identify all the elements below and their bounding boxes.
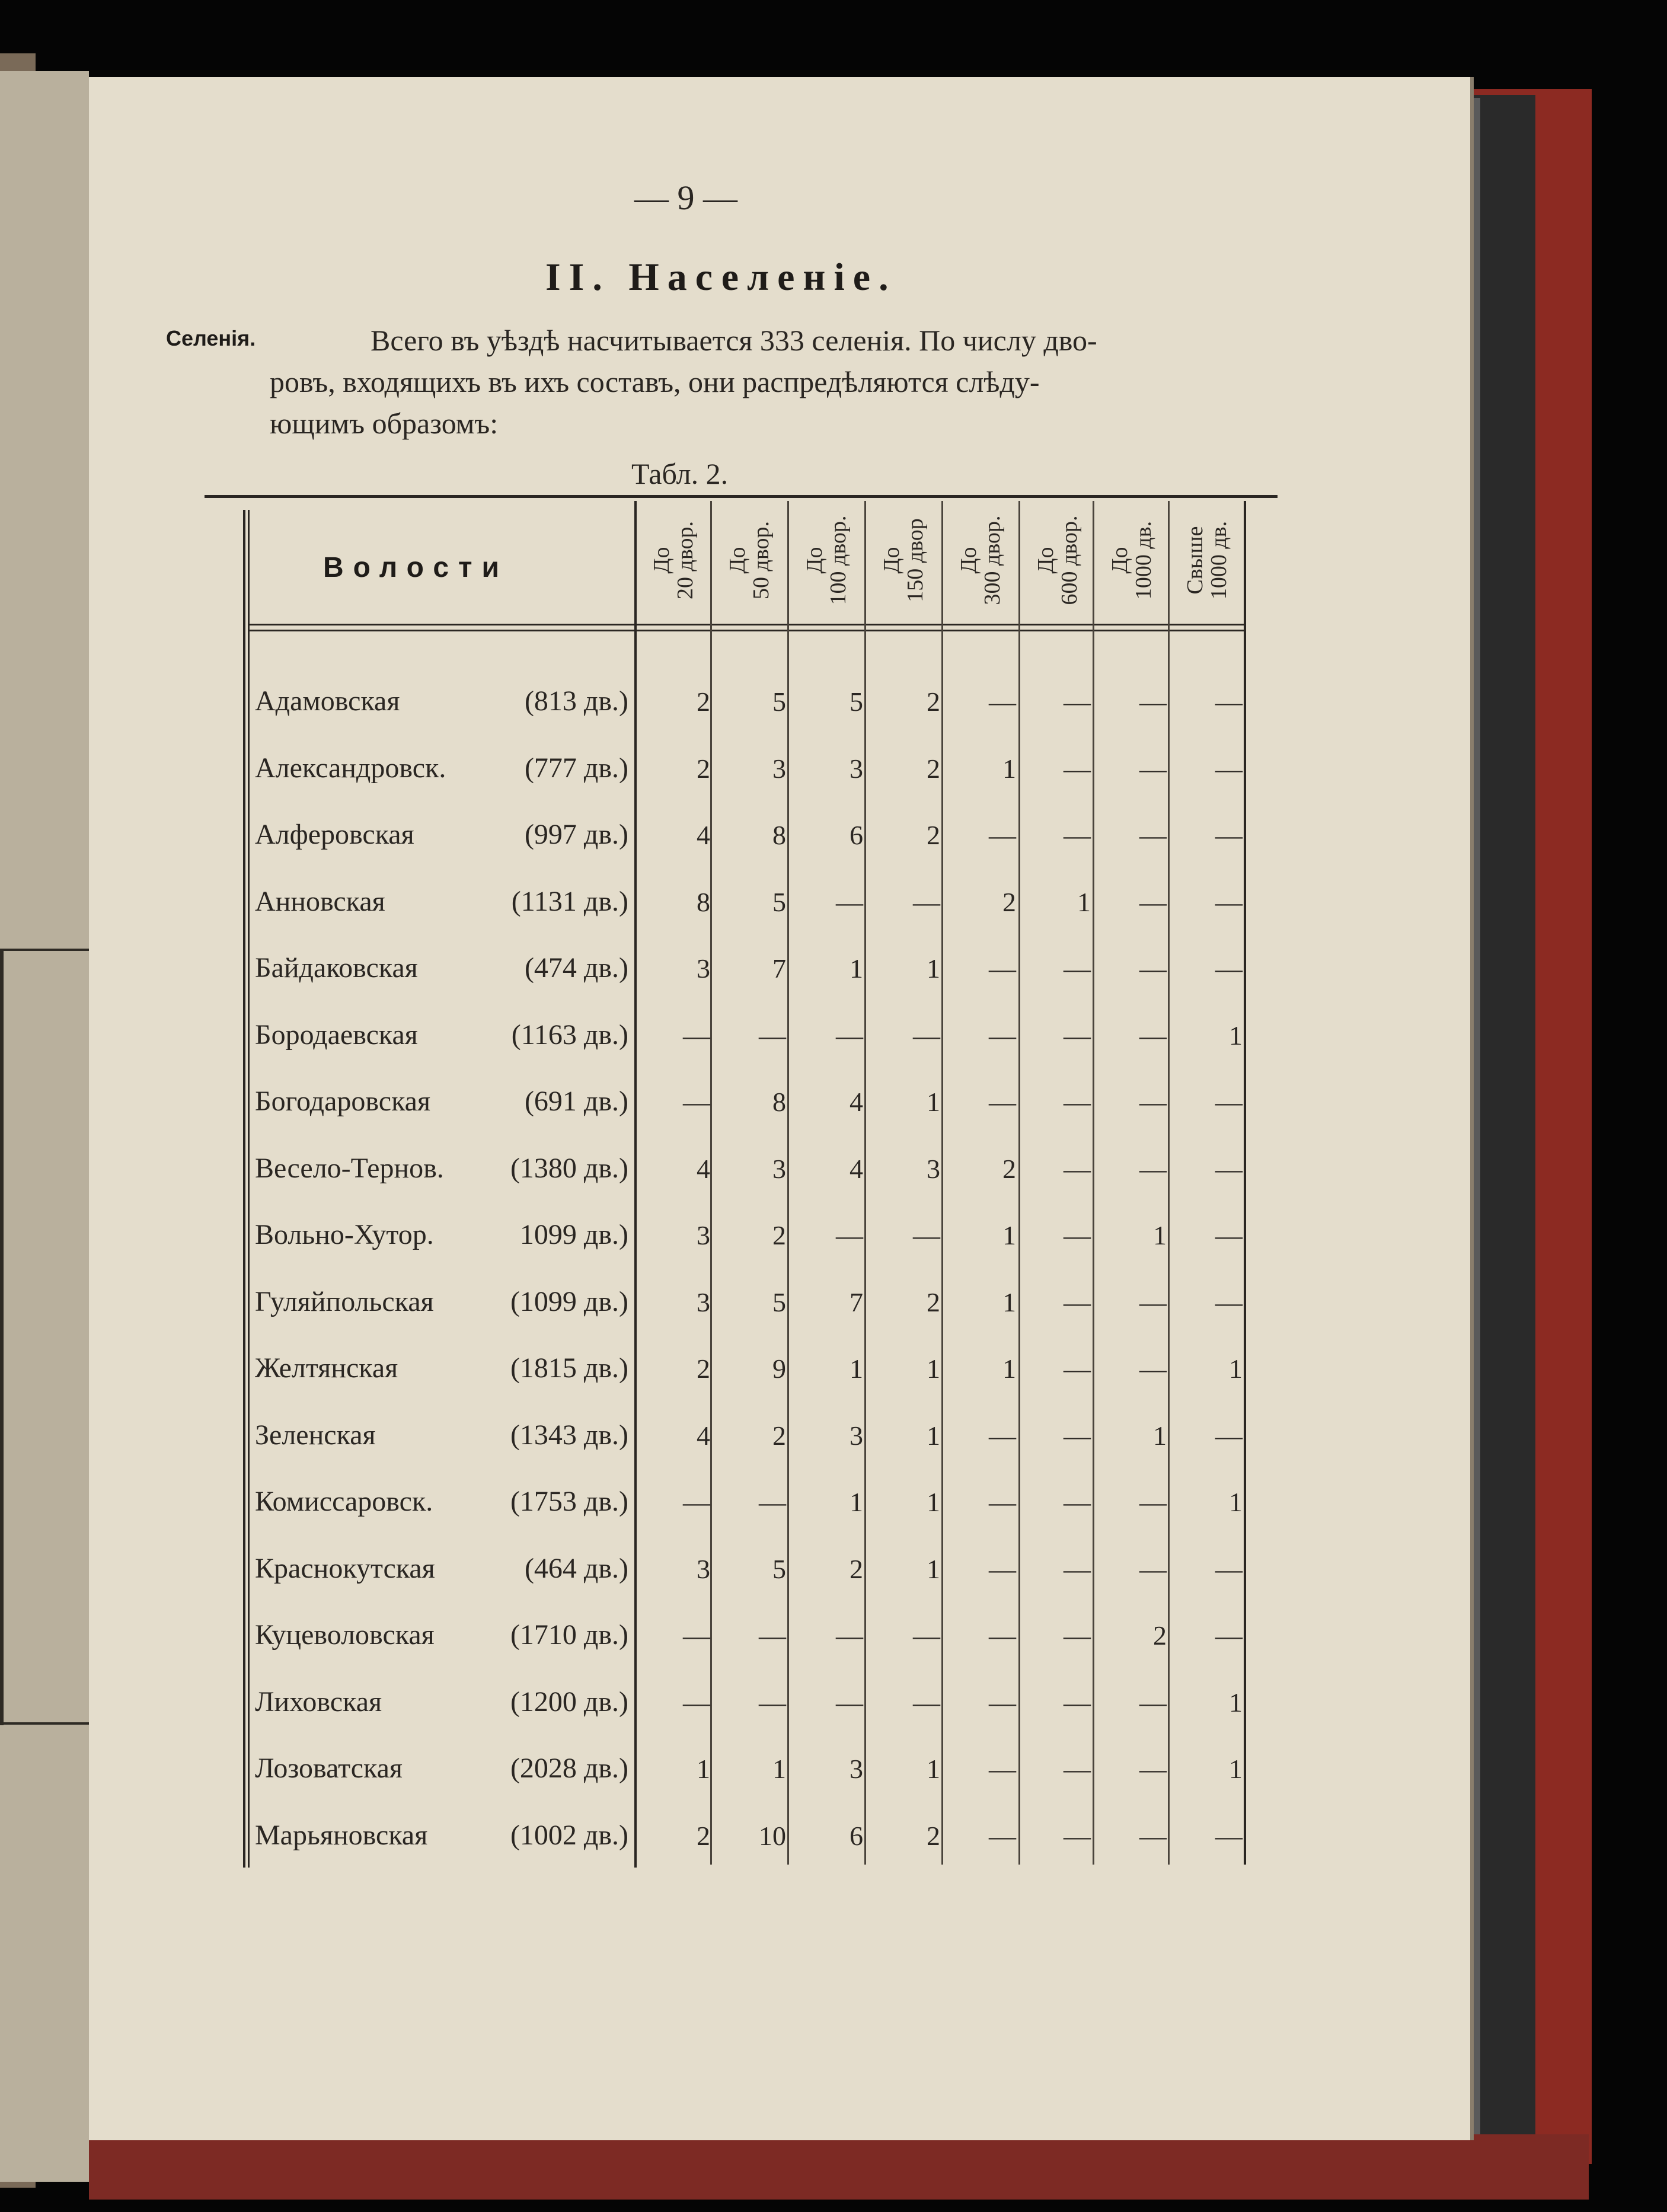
row-volost-name: Гуляйпольская xyxy=(255,1285,434,1317)
table-cell: 5 xyxy=(772,1287,786,1317)
table-cell: 3 xyxy=(772,1153,786,1184)
column-header-600 xyxy=(1020,501,1094,620)
table-cell: — xyxy=(1139,820,1167,850)
row-volost-name: Вольно-Хутор. xyxy=(255,1219,434,1250)
table-cell: — xyxy=(1064,1087,1091,1117)
table-cell: — xyxy=(1064,953,1091,984)
row-volost-name: Желтянская xyxy=(255,1352,398,1384)
table-cell: — xyxy=(1215,886,1243,917)
table-cell: 4 xyxy=(697,820,710,850)
table-cell: — xyxy=(1064,1153,1091,1184)
table-cell: 2 xyxy=(927,687,940,717)
table-cell: — xyxy=(1215,1220,1243,1250)
table-cell: — xyxy=(759,1687,786,1718)
column-header-volosti: Волости xyxy=(323,552,509,583)
table-cell: — xyxy=(1064,1220,1091,1250)
table-cell: 3 xyxy=(850,1754,863,1784)
column-header-line: 300 двор. xyxy=(979,515,1005,605)
row-volost-name: Лозоватская xyxy=(255,1753,403,1784)
table-name-col-border xyxy=(634,501,637,1868)
row-households: (813 дв.) xyxy=(524,685,628,717)
row-volost-name: Александровск. xyxy=(255,752,446,784)
table-cell: — xyxy=(989,1620,1016,1651)
column-header-line: До xyxy=(724,547,750,574)
table-cell: — xyxy=(1215,1153,1243,1184)
table-cell: — xyxy=(913,1620,940,1651)
table-header-rule-2 xyxy=(249,630,1245,631)
row-households: (1163 дв.) xyxy=(511,1019,628,1051)
table-cell: 1 xyxy=(772,1754,786,1784)
table-cell: 10 xyxy=(759,1820,786,1851)
column-header-20 xyxy=(636,501,710,620)
table-cell: — xyxy=(1139,1020,1167,1051)
table-cell: 1 xyxy=(1153,1420,1167,1451)
table-cell: 2 xyxy=(927,753,940,784)
table-cell: 1 xyxy=(850,1354,863,1384)
table-cell: — xyxy=(836,1020,863,1051)
table-cell: — xyxy=(683,1487,710,1517)
column-header-line: До xyxy=(1107,547,1132,574)
table-cell: 1 xyxy=(927,953,940,984)
table-label: Табл. 2. xyxy=(631,457,729,490)
table-cell: 3 xyxy=(697,1220,710,1250)
table-cell: 1 xyxy=(1229,1354,1243,1384)
table-cell: — xyxy=(836,886,863,917)
table-cell: — xyxy=(1139,1354,1167,1384)
table-cell: 5 xyxy=(850,687,863,717)
table-cell: — xyxy=(1139,1153,1167,1184)
table-cell: 1 xyxy=(927,1420,940,1451)
table-cell: 4 xyxy=(850,1087,863,1117)
col-separator xyxy=(787,501,789,1865)
table-cell: — xyxy=(1064,753,1091,784)
table-cell: — xyxy=(913,1020,940,1051)
table-cell: 1 xyxy=(1002,753,1016,784)
table-cell: — xyxy=(1139,886,1167,917)
col-separator xyxy=(941,501,943,1865)
table-left-border-inner xyxy=(248,510,250,1868)
table-cell: — xyxy=(1064,1487,1091,1517)
row-households: (1815 дв.) xyxy=(510,1352,628,1384)
left-page-rule xyxy=(0,949,89,951)
table-cell: — xyxy=(683,1020,710,1051)
table-cell: 1 xyxy=(1153,1220,1167,1250)
table-cell: — xyxy=(989,1087,1016,1117)
column-header-line: До xyxy=(956,547,981,574)
table-cell: 5 xyxy=(772,687,786,717)
column-header-1000 xyxy=(1094,501,1168,620)
table-cell: 3 xyxy=(697,1553,710,1584)
table-cell: — xyxy=(1064,1754,1091,1784)
column-header-150 xyxy=(866,501,940,620)
table-cell: — xyxy=(759,1020,786,1051)
table-cell: 2 xyxy=(927,820,940,850)
table-cell: 3 xyxy=(772,753,786,784)
table-cell: — xyxy=(1215,1420,1243,1451)
left-page-vrule xyxy=(0,949,4,1725)
row-volost-name: Байдаковская xyxy=(255,952,418,984)
table-cell: 2 xyxy=(697,1820,710,1851)
table-cell: 5 xyxy=(772,886,786,917)
row-volost-name: Алферовская xyxy=(255,819,414,850)
table-cell: — xyxy=(1064,687,1091,717)
table-cell: — xyxy=(1215,953,1243,984)
column-header-line: 20 двор. xyxy=(672,521,698,600)
row-volost-name: Весело-Тернов. xyxy=(255,1152,444,1184)
table-cell: 4 xyxy=(850,1153,863,1184)
table-cell: — xyxy=(913,886,940,917)
section-title: II. Населеніе. xyxy=(545,256,897,299)
table-cell: 2 xyxy=(1153,1620,1167,1651)
table-cell: — xyxy=(989,1420,1016,1451)
row-volost-name: Бородаевская xyxy=(255,1019,418,1051)
table-cell: 5 xyxy=(772,1553,786,1584)
row-volost-name: Анновская xyxy=(255,885,385,917)
row-households: (997 дв.) xyxy=(524,819,628,850)
table-cell: 3 xyxy=(850,1420,863,1451)
page-number: — 9 — xyxy=(634,178,737,217)
row-households: (1710 дв.) xyxy=(510,1619,628,1651)
table-cell: 7 xyxy=(772,953,786,984)
row-volost-name: Зеленская xyxy=(255,1419,376,1451)
table-cell: 1 xyxy=(1002,1287,1016,1317)
row-volost-name: Богодаровская xyxy=(255,1086,431,1117)
table-cell: 1 xyxy=(1229,1487,1243,1517)
column-header-line: 1000 дв. xyxy=(1131,521,1156,600)
table-cell: 4 xyxy=(697,1153,710,1184)
table-cell: 3 xyxy=(850,753,863,784)
table-cell: — xyxy=(1215,687,1243,717)
table-cell: 2 xyxy=(697,753,710,784)
table-cell: — xyxy=(1215,820,1243,850)
table-cell: 1 xyxy=(927,1754,940,1784)
table-cell: — xyxy=(989,953,1016,984)
column-header-over-1000 xyxy=(1170,501,1244,620)
table-cell: 6 xyxy=(850,1820,863,1851)
table-cell: — xyxy=(1215,1820,1243,1851)
row-volost-name: Адамовская xyxy=(255,685,400,717)
table-cell: 1 xyxy=(850,953,863,984)
table-cell: 8 xyxy=(772,820,786,850)
table-cell: — xyxy=(913,1687,940,1718)
table-left-border xyxy=(243,510,245,1868)
table-cell: 3 xyxy=(697,1287,710,1317)
table-cell: — xyxy=(1064,1553,1091,1584)
table-cell: 1 xyxy=(697,1754,710,1784)
row-households: 1099 дв.) xyxy=(519,1219,628,1250)
table-cell: — xyxy=(989,1020,1016,1051)
paragraph-line-3: ющимъ образомъ: xyxy=(270,407,499,440)
table-header-rule-1 xyxy=(249,624,1245,625)
table-cell: — xyxy=(1064,1287,1091,1317)
row-volost-name: Краснокутская xyxy=(255,1552,435,1584)
table-cell: — xyxy=(1064,1020,1091,1051)
table-cell: 1 xyxy=(927,1487,940,1517)
table-cell: 9 xyxy=(772,1354,786,1384)
row-volost-name: Лиховская xyxy=(255,1686,382,1718)
row-volost-name: Комиссаровск. xyxy=(255,1486,433,1517)
table-cell: 3 xyxy=(927,1153,940,1184)
row-households: (2028 дв.) xyxy=(510,1753,628,1784)
paragraph-line-2: ровъ, входящихъ въ ихъ составъ, они распредѣляются слѣду- xyxy=(270,365,1040,398)
row-households: (464 дв.) xyxy=(524,1552,628,1584)
table-cell: 1 xyxy=(1229,1020,1243,1051)
column-header-line: До xyxy=(801,547,827,574)
table-cell: 2 xyxy=(927,1287,940,1317)
page-block-edge-line xyxy=(1473,98,1480,2149)
col-separator xyxy=(1168,501,1170,1865)
table-cell: — xyxy=(683,1620,710,1651)
table-cell: — xyxy=(913,1220,940,1250)
column-header-line: Свыше xyxy=(1182,526,1208,595)
col-separator xyxy=(1018,501,1020,1865)
left-page-rule xyxy=(0,1722,89,1725)
table-cell: 2 xyxy=(1002,886,1016,917)
table-cell: 2 xyxy=(772,1420,786,1451)
table-cell: — xyxy=(836,1620,863,1651)
row-volost-name: Марьяновская xyxy=(255,1819,428,1851)
table-cell: — xyxy=(1139,753,1167,784)
left-page-edge xyxy=(0,71,89,2182)
table-cell: 2 xyxy=(772,1220,786,1250)
table-cell: — xyxy=(683,1687,710,1718)
row-households: (1002 дв.) xyxy=(510,1819,628,1851)
table-cell: 8 xyxy=(697,886,710,917)
table-cell: — xyxy=(989,687,1016,717)
table-cell: 1 xyxy=(1002,1220,1016,1250)
table-cell: 7 xyxy=(850,1287,863,1317)
row-households: (474 дв.) xyxy=(524,952,628,984)
column-header-50 xyxy=(712,501,786,620)
table-cell: 1 xyxy=(1077,886,1091,917)
row-volost-name: Куцеволовская xyxy=(255,1619,435,1651)
table-cell: 1 xyxy=(927,1087,940,1117)
table-cell: — xyxy=(1064,1420,1091,1451)
paragraph-line-1: Всего въ уѣздѣ насчитывается 333 селенія. По числу дво- xyxy=(371,324,1097,357)
table-cell: 3 xyxy=(697,953,710,984)
table-cell: 6 xyxy=(850,820,863,850)
row-households: (777 дв.) xyxy=(524,752,628,784)
table-cell: — xyxy=(1215,753,1243,784)
col-separator xyxy=(864,501,866,1865)
table-right-border xyxy=(1244,501,1246,1865)
row-households: (1753 дв.) xyxy=(510,1486,628,1517)
table-cell: — xyxy=(1064,1820,1091,1851)
table-cell: — xyxy=(1139,1487,1167,1517)
table-cell: 2 xyxy=(697,687,710,717)
table-cell: — xyxy=(1215,1620,1243,1651)
column-header-line: 100 двор. xyxy=(825,515,851,605)
table-cell: — xyxy=(989,1820,1016,1851)
table-cell: — xyxy=(759,1620,786,1651)
row-households: (1099 дв.) xyxy=(510,1285,628,1317)
table-cell: — xyxy=(1215,1553,1243,1584)
column-header-line: До xyxy=(649,547,674,574)
table-cell: 2 xyxy=(927,1820,940,1851)
table-cell: — xyxy=(1064,1354,1091,1384)
column-header-line: 600 двор. xyxy=(1056,515,1082,605)
table-top-rule xyxy=(205,495,1278,498)
table-cell: 2 xyxy=(850,1553,863,1584)
table-cell: 2 xyxy=(697,1354,710,1384)
table-cell: — xyxy=(1215,1287,1243,1317)
table-cell: 2 xyxy=(1002,1153,1016,1184)
column-header-line: До xyxy=(1033,547,1058,574)
table-cell: 1 xyxy=(850,1487,863,1517)
col-separator xyxy=(710,501,712,1865)
table-cell: — xyxy=(989,820,1016,850)
table-cell: 1 xyxy=(927,1553,940,1584)
row-households: (1380 дв.) xyxy=(510,1152,628,1184)
table-cell: — xyxy=(1139,1687,1167,1718)
table-cell: — xyxy=(836,1220,863,1250)
column-header-line: 150 двор xyxy=(902,518,928,602)
table-cell: 4 xyxy=(697,1420,710,1451)
table-cell: — xyxy=(1139,1287,1167,1317)
table-cell: — xyxy=(1064,1687,1091,1718)
col-separator xyxy=(1093,501,1094,1865)
column-header-line: 1000 дв. xyxy=(1206,521,1231,600)
row-households: (1131 дв.) xyxy=(511,885,628,917)
book-cover-bottom xyxy=(89,2134,1589,2200)
row-households: (691 дв.) xyxy=(524,1086,628,1117)
table-cell: — xyxy=(1139,1754,1167,1784)
margin-note: Селенія. xyxy=(166,326,256,350)
table-cell: — xyxy=(989,1487,1016,1517)
table-cell: — xyxy=(1064,820,1091,850)
column-header-line: До xyxy=(879,547,904,574)
table-cell: — xyxy=(759,1487,786,1517)
table-cell: 8 xyxy=(772,1087,786,1117)
table-cell: — xyxy=(683,1087,710,1117)
column-header-100 xyxy=(789,501,863,620)
table-cell: — xyxy=(1139,687,1167,717)
table-cell: — xyxy=(1139,1553,1167,1584)
row-households: (1343 дв.) xyxy=(510,1419,628,1451)
table-cell: — xyxy=(989,1754,1016,1784)
table-cell: 1 xyxy=(1229,1687,1243,1718)
table-cell: — xyxy=(1064,1620,1091,1651)
table-cell: — xyxy=(1215,1087,1243,1117)
table-cell: 1 xyxy=(1002,1354,1016,1384)
column-header-line: 50 двор. xyxy=(748,521,774,600)
row-households: (1200 дв.) xyxy=(510,1686,628,1718)
table-cell: 1 xyxy=(1229,1754,1243,1784)
table-cell: — xyxy=(836,1687,863,1718)
table-cell: — xyxy=(1139,1820,1167,1851)
table-cell: — xyxy=(1139,1087,1167,1117)
table-cell: — xyxy=(989,1687,1016,1718)
table-cell: 1 xyxy=(927,1354,940,1384)
column-header-300 xyxy=(943,501,1017,620)
table-cell: — xyxy=(1139,953,1167,984)
table-cell: — xyxy=(989,1553,1016,1584)
